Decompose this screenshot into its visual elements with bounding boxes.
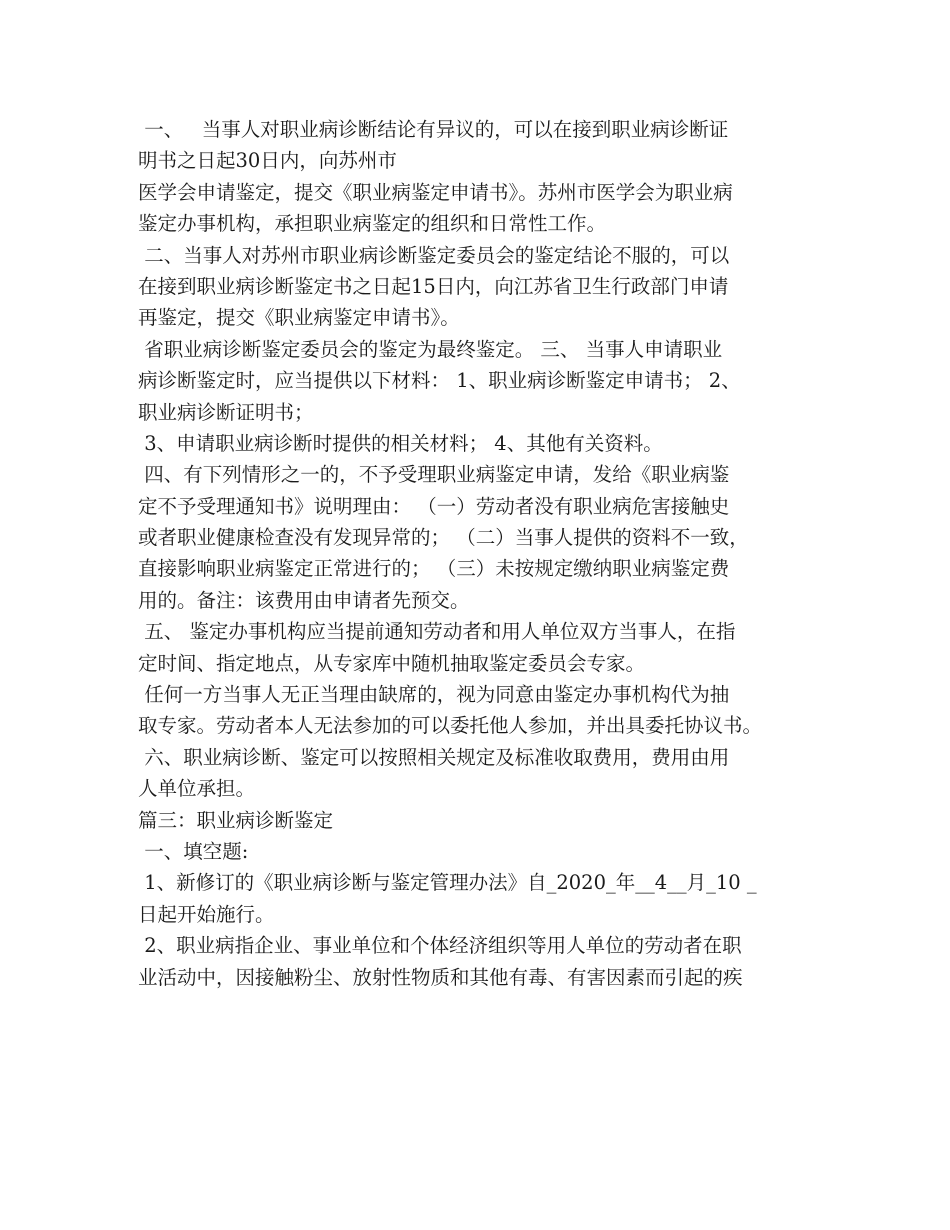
text-line: 一、填空题:: [138, 839, 249, 863]
text-line: 1、新修订的《职业病诊断与鉴定管理办法》自_2020_年__4__月_10 _: [138, 871, 757, 895]
text-line: 在接到职业病诊断鉴定书之日起15日内，向江苏省卫生行政部门申请: [138, 274, 729, 298]
text-line: 定时间、指定地点，从专家库中随机抽取鉴定委员会专家。: [138, 651, 646, 675]
text-line: 日起开始施行。: [138, 902, 275, 926]
text-line: 职业病诊断证明书；: [138, 400, 314, 424]
text-line: 人单位承担。: [138, 777, 256, 801]
text-line: 鉴定办事机构，承担职业病鉴定的组织和日常性工作。: [138, 212, 607, 236]
text-line: 业活动中，因接触粉尘、放射性物质和其他有毒、有害因素而引起的疾: [138, 965, 743, 989]
text-line: 或者职业健康检查没有发现异常的； （二）当事人提供的资料不一致，: [138, 526, 749, 550]
text-line: 3、申请职业病诊断时提供的相关材料； 4、其他有关资料。: [138, 431, 663, 455]
text-line: 病诊断鉴定时，应当提供以下材料： 1、职业病诊断鉴定申请书； 2、: [138, 369, 741, 393]
text-line: 2、职业病指企业、事业单位和个体经济组织等用人单位的劳动者在职: [138, 934, 742, 958]
text-line: 五、 鉴定办事机构应当提前通知劳动者和用人单位双方当事人，在指: [138, 620, 736, 644]
document-body: [138, 114, 838, 993]
text-line: 医学会申请鉴定，提交《职业病鉴定申请书》。苏州市医学会为职业病: [138, 180, 733, 204]
text-line: 再鉴定，提交《职业病鉴定申请书》。: [138, 306, 460, 330]
text-line: 六、职业病诊断、鉴定可以按照相关规定及标准收取费用，费用由用: [138, 745, 730, 769]
text-line: 四、有下列情形之一的，不予受理职业病鉴定申请，发给《职业病鉴: [138, 463, 730, 487]
text-line: 任何一方当事人无正当理由缺席的，视为同意由鉴定办事机构代为抽: [138, 683, 730, 707]
text-line: 用的。备注：该费用由申请者先预交。: [138, 588, 470, 612]
text-line: 定不予受理通知书》说明理由： （一）劳动者没有职业病危害接触史: [138, 494, 730, 518]
text-line: 直接影响职业病鉴定正常进行的； （三）未按规定缴纳职业病鉴定费: [138, 557, 730, 581]
text-line: 明书之日起30日内，向苏州市: [138, 149, 397, 173]
text-line: 取专家。劳动者本人无法参加的可以委托他人参加，并出具委托协议书。: [138, 714, 763, 738]
text-line: 一、 当事人对职业病诊断结论有异议的，可以在接到职业病诊断证: [138, 118, 729, 141]
text-line: 省职业病诊断鉴定委员会的鉴定为最终鉴定。 三、 当事人申请职业: [138, 337, 723, 361]
section-heading: 篇三：职业病诊断鉴定: [138, 808, 334, 832]
text-line: 二、当事人对苏州市职业病诊断鉴定委员会的鉴定结论不服的，可以: [138, 243, 730, 267]
